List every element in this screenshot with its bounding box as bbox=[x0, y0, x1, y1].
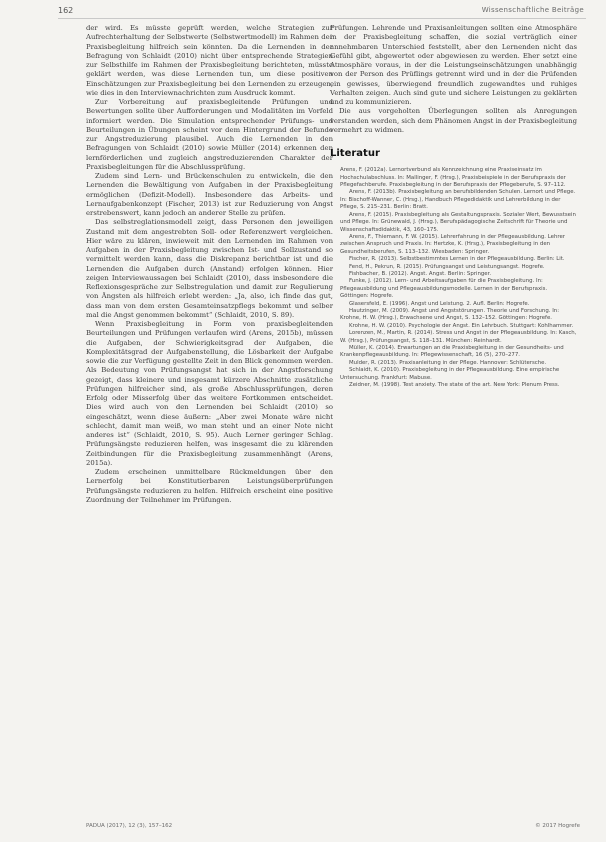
page-number: 162 bbox=[58, 6, 74, 15]
reference-entry: Schlaidt, K. (2010). Praxisbegleitung in der Pflegeausbildung. Eine empirische Untersuchung. Frankfurt: Mabuse. bbox=[340, 367, 560, 381]
reference-entry: Arens, F. (2012a). Lernortverbund als Kennzeichnung eine Praxiseinsatz im Hochschulabschluss. In: Mallinger, F. (Hrsg.), Praxisbeispiele in der Berufspraxis der Pflegefachberufe. Praxisbegleitung in der Berufspraxis der Pflegeberufe, S. 97–112. bbox=[340, 167, 566, 189]
footer-citation: PADUA (2017), 12 (3), 157–162 bbox=[86, 823, 173, 829]
reference-entry: Arens, F., Thiemann, F. W. (2015). Lehrerfahrung in der Pflegeausbildung. Lehrer zwischen Anspruch und Praxis. In: Hertzke, K. (Hrsg.), Praxisbegleitung in den Gesundheitsberufen, S. 113–132. Wiesbaden: Springer. bbox=[340, 233, 566, 255]
reference-entry: Funke, J. (2012). Lern- und Arbeitsaufgaben für die Praxisbegleitung. In: Pflegeausbildung und Pflegeausbildungsmodelle. Lernen in der Berufspraxis. Göttingen: Hogrefe. bbox=[340, 278, 548, 300]
body-paragraph: Zudem erscheinen unmittelbare Rückmeldungen über den Lernerfolg bei Konstitutierbaren Leistungsüberprüfungen Prüfungsängste reduzieren zu helfen. Hilfreich erscheint eine positive Zuordnung der Teilnehmer im Prüfungen. bbox=[86, 468, 333, 504]
right-column bbox=[330, 24, 577, 389]
literature-heading: Literatur bbox=[330, 148, 380, 159]
reference-entry: Fischer, R. (2013). Selbstbestimmtes Lernen in der Pflegeausbildung. Berlin: Lit. bbox=[349, 256, 565, 263]
reference-entry: Müller, K. (2014). Erwartungen an die Praxisbegleitung in der Gesundheits- und Krankenpflegeausbildung. In: Pflegewissenschaft, 16 (5), 270–277. bbox=[340, 345, 564, 359]
reference-entry: Mulder, R. (2013). Praxisanleitung in der Pflege. Hannover: Schlütersche. bbox=[349, 359, 547, 366]
header-rule bbox=[58, 18, 586, 19]
reference-entry: Lorenzen, M., Martin, R. (2014). Stress und Angst in der Pflegeausbildung. In: Kasch, W. (Hrsg.), Prüfungsangst, S. 118–131. München: Reinhardt. bbox=[340, 330, 577, 344]
body-paragraph: Zur Vorbereitung auf praxisbegleitende Prüfungen und Bewertungen sollte über Aufforderungen und Modalitäten im Vorfeld informiert werden. Die Simulation entsprechender Prüfungs- und Beurteilungen in Übungen scheint vor dem Hintergrund der Befunde zur Angstreduzierung plausibel. Auch die Lernenden in den Befragungen von Schlaidt (2010) sowie Müller (2014) erkennen den lernförderlichen und zugleich angstreduzierenden Charakter der Praxisbegleitungen für die Abschlussprüfung. bbox=[86, 98, 333, 171]
body-paragraph: Das selbstreglationsmodell zeigt, dass Personen den jeweiligen Zustand mit dem angestrebten Soll- oder Referenzwert vergleichen. Hier wäre zu klären, inwieweit mit den Lernenden im Rahmen von Aufgaben in der Praxisbegleitung zwischen Ist- und Sollzustand so vermittelt werden kann, dass die Diskrepanz berichtbar ist und die Lernenden die Aufgaben durch (Anstand) erfolgen können. Hier zeigen Interviewaussagen bei Schlaidt (2010), dass insbesondere die Reflexionsgespräche zur Selbstregulation und damit zur Regulierung von Ängsten als hilfreich erlebt werden: „Ja, also, ich finde das gut, dass man von dem ersten Gesamteinsatzpflegs bekommt und selber mal die Angst genommen bekommt“ (Schlaidt, 2010, S. 89). bbox=[86, 218, 333, 319]
reference-entry: Glasersfeld, E. (1996). Angst und Leistung. 2. Aufl. Berlin: Hogrefe. bbox=[349, 300, 530, 307]
section-title: Wissenschaftliche Beiträge bbox=[481, 6, 584, 14]
body-paragraph: Die aus vorgeholten Überlegungen sollten als Anregungen verstanden werden, sich dem Phänomen Angst in der Praxisbegleitung vermehrt zu widmen. bbox=[330, 107, 577, 134]
reference-entry: Arens, F. (2013b). Praxisbegleitung an berufsbildenden Schulen. Lernort und Pflege. In: Bischoff-Wanner, C. (Hrsg.), Handbuch Pflegedidaktik und Lehrerbildung in der Pflege, S. 215–231. Berlin: Bratt. bbox=[340, 189, 576, 211]
reference-entry: Fishbacher, B. (2012). Angst. Angst. Berlin: Springer. bbox=[349, 270, 492, 277]
reference-list bbox=[330, 167, 577, 389]
left-column bbox=[86, 24, 333, 505]
page-header bbox=[0, 6, 606, 20]
body-paragraph: Wenn Praxisbegleitung in Form von praxisbegleitenden Beurteilungen und Prüfungen verlaufen wird (Arens, 2015b), müssen die Aufgaben, der Schwierigkeitsgrad der Aufgaben, die Komplexitätsgrad der Aufgabenstellung, die Lösbarkeit der Aufgabe sowie die zur Verfügung gestellte Zeit in den Blick genommen werden. Als Bedeutung von Prüfungsangst hat sich in der Angstforschung gezeigt, dass kleinere und insgesamt kürzere Abschnitte zusätzliche Prüfungen hilfreicher sind, als große Abschlussprüfungen, deren Erfolg oder Misserfolg über das weitere Fortkommen entscheidet. Dies wird auch von den Lernenden bei Schlaidt (2010) so eingeschätzt, wenn diese äußern: „Aber zwei Monate wäre nicht schlecht, damit man weiß, wo man steht und an einer Note nicht anderes ist“ (Schlaidt, 2010, S. 95). Auch Lerner geringer Schlag. Prüfungsängste reduzieren helfen, was insgesamt die zu klärenden Zeitbindungen für die Praxisbegleitung zusammenhängt (Arens, 2015a). bbox=[86, 320, 333, 467]
body-paragraph: Zudem sind Lern- und Brückenschulen zu entwickeln, die den Lernenden die Bewältigung von Aufgaben in der Praxisbegleitung ermöglichen (Defizit-Modell). Insbesondere das Arbeits- und Lernaufgabenkonzept (Fischer, 2013) ist zur Reduzierung von Angst erstrebenswert, kann jedoch an anderer Stelle zu prüfen. bbox=[86, 172, 333, 217]
footer-copyright: © 2017 Hogrefe bbox=[535, 823, 580, 829]
body-paragraph: Prüfungen. Lehrende und Praxisanleitungen sollten eine Atmosphäre in der Praxisbegleitung schaffen, die sozial verträglich einer annehmbaren Unterschied feststellt, aber den Lernenden nicht das Gefühl gibt, abgewertet oder abgewiesen zu werden. Eher setzt eine Atmosphäre voraus, in der die Leistungseinschätzungen unabhängig von der Person des Prüflings getrennt wird und in der die Prüfenden ein gewisses, überwiegend freundlich zugewandtes und ruhiges Verhalten zeigen. Auch sind gute und sichere Leistungen zu geklärten und zu kommunizieren. bbox=[330, 24, 577, 106]
page-footer bbox=[0, 823, 606, 833]
reference-entry: Zeidner, M. (1998). Test anxiety. The state of the art. New York: Plenum Press. bbox=[349, 382, 560, 389]
reference-entry: Arens, F. (2015). Praxisbegleitung als Gestaltungspraxis. Sozialer Wert, Bewusstsein und Pflege. In: Grünewald, J. (Hrsg.), Berufspädagogische Zeitschrift für Theorie und Wissenschaftsdidaktik, 43, 160–175. bbox=[340, 211, 576, 233]
body-paragraph: der wird. Es müsste geprüft werden, welche Strategien zur Aufrechterhaltung der Selbstwerte (Selbstwertmodell) im Rahmen der Praxisbegleitung hilfreich sein könnten. Da die Lernenden in der Befragung von Schlaidt (2010) nicht über entsprechende Strategien zur Selbsthilfe im Rahmen der Praxisbegleitung berichteten, müsste geklärt werden, was diese Lernenden tun, um diese positiven Einschätzungen zur Praxisbegleitung bei den Lernenden zu erzeugen, wie dies in den Interviewnachrichten zum Ausdruck kommt. bbox=[86, 24, 333, 97]
reference-entry: Hautzinger, M. (2009). Angst und Angststörungen. Theorie und Forschung. In: Krohne, H. W. (Hrsg.), Erwachsene und Angst, S. 132–152. Göttingen: Hogrefe. bbox=[340, 307, 560, 322]
reference-entry: Fend, H., Pekrun, R. (2015). Prüfungsangst und Leistungsangst. Hogrefe. bbox=[349, 263, 545, 270]
reference-entry: Krohne, H. W. (2010). Psychologie der Angst. Ein Lehrbuch. Stuttgart: Kohlhammer. bbox=[349, 322, 574, 329]
